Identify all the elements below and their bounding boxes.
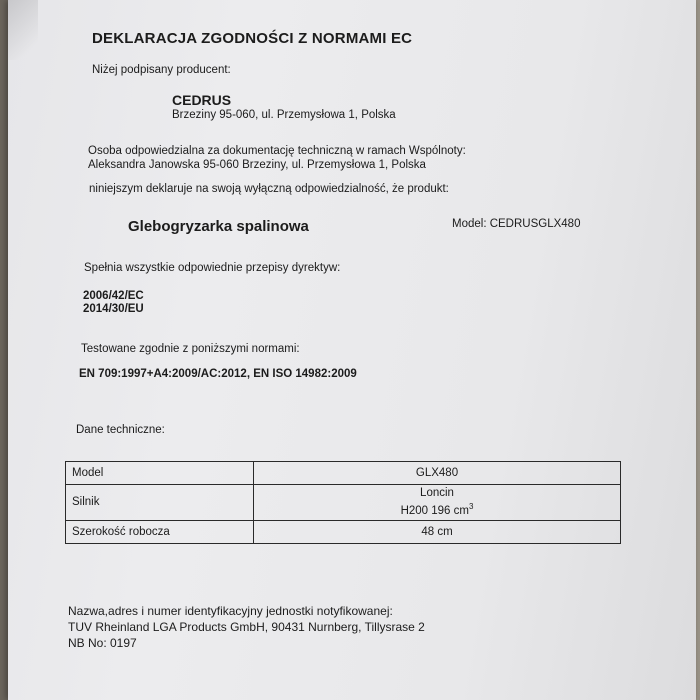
table-row	[66, 485, 621, 521]
table-row	[66, 462, 621, 485]
notified-body-line1: Nazwa,adres i numer identyfikacyjny jednostki notyfikowanej:	[68, 604, 393, 618]
declaration-text: niniejszym deklaruje na swoją wyłączną odpowiedzialność, że produkt:	[89, 183, 449, 195]
document-title: DEKLARACJA ZGODNOŚCI Z NORMAMI EC	[92, 30, 413, 47]
table-row	[66, 520, 621, 543]
notified-body-line3: NB No: 0197	[68, 636, 137, 650]
norms-intro: Testowane zgodnie z poniższymi normami:	[81, 343, 300, 355]
tech-data-intro: Dane techniczne:	[76, 424, 165, 436]
norms-value: EN 709:1997+A4:2009/AC:2012, EN ISO 14982:2009	[79, 368, 357, 380]
engine-model-text: H200 196 cm	[400, 504, 469, 517]
table-cell-key: Silnik	[66, 485, 254, 521]
directives-intro: Spełnia wszystkie odpowiednie przepisy dyrektyw:	[84, 262, 341, 274]
table-cell-key: Model	[66, 462, 254, 485]
table-cell-key: Szerokość robocza	[66, 520, 254, 543]
product-name: Glebogryzarka spalinowa	[128, 218, 309, 235]
tech-data-table	[65, 461, 621, 544]
producer-address: Brzeziny 95-060, ul. Przemysłowa 1, Polska	[172, 109, 396, 121]
notified-body-line2: TUV Rheinland LGA Products GmbH, 90431 Nurnberg, Tillysrase 2	[68, 620, 425, 634]
table-cell-value: GLX480	[254, 462, 621, 485]
paper-crease	[8, 0, 38, 60]
directive-item: 2006/42/EC	[83, 290, 144, 302]
responsible-person-line2: Aleksandra Janowska 95-060 Brzeziny, ul. Przemysłowa 1, Polska	[88, 159, 426, 171]
producer-intro: Niżej podpisany producent:	[92, 64, 231, 76]
producer-name: CEDRUS	[172, 92, 232, 108]
engine-model	[260, 500, 614, 518]
table-cell-value	[254, 485, 621, 521]
responsible-person-line1: Osoba odpowiedzialna za dokumentację techniczną w ramach Wspólnoty:	[88, 145, 466, 157]
engine-brand: Loncin	[420, 487, 454, 499]
table-cell-value: 48 cm	[254, 520, 621, 543]
directive-item: 2014/30/EU	[83, 303, 144, 315]
product-model: Model: CEDRUSGLX480	[452, 218, 581, 230]
unit-superscript: 3	[468, 502, 474, 511]
